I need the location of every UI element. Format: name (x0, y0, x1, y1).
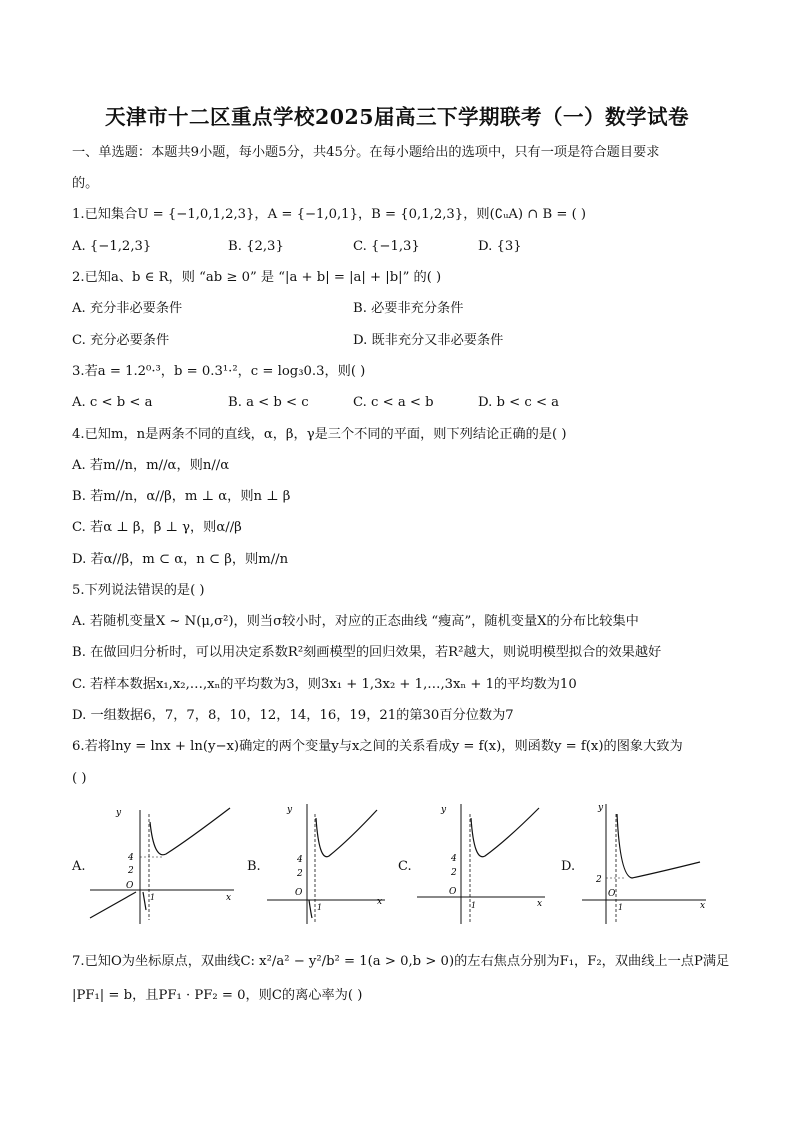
curve-drop (143, 892, 146, 910)
curve-drop (309, 900, 312, 918)
x-axis-label: x (700, 901, 706, 911)
q6-option-d-label: D. (561, 859, 576, 874)
tick-label-2: 2 (596, 875, 602, 885)
tick-label-1: 1 (317, 903, 323, 912)
q1-option-d: D. {3} (478, 239, 522, 254)
q6-option-a-label: A. (72, 859, 86, 874)
tick-label-1: 1 (471, 901, 477, 910)
q4-option-a: A. 若m//n，m//α，则n//α (72, 458, 230, 473)
y-axis-label: y (598, 803, 604, 813)
origin-label: O (608, 889, 616, 899)
q6-option-b-label: B. (247, 859, 261, 874)
question-4-stem: 4.已知m，n是两条不同的直线，α，β，γ是三个不同的平面，则下列结论正确的是( ) (72, 427, 567, 442)
tick-label-4: 4 (451, 854, 457, 864)
y-axis-label: y (441, 805, 447, 815)
section-intro-line2: 的。 (72, 176, 99, 191)
y-axis-label: y (116, 808, 122, 818)
q6-graph-a (88, 800, 238, 928)
origin-label: O (295, 888, 303, 898)
q5-option-c: C. 若样本数据x₁,x₂,…,xₙ的平均数为3，则3x₁ + 1,3x₂ + 1,…,3xₙ + 1的平均数为10 (72, 677, 577, 692)
question-3-stem: 3.若a = 1.2⁰·³，b = 0.3¹·²，c = log₃0.3，则( ) (72, 364, 366, 379)
question-2-stem: 2.已知a、b ∈ R，则 “ab ≥ 0” 是 “|a + b| = |a| + |b|” 的( ) (72, 270, 442, 285)
curve-right (316, 810, 377, 857)
tick-label-2: 2 (128, 866, 134, 876)
question-5-stem: 5.下列说法错误的是( ) (72, 583, 205, 598)
q2-option-d: D. 既非充分又非必要条件 (353, 333, 504, 348)
tick-label-1: 1 (150, 893, 156, 902)
curve-right (617, 814, 700, 878)
tick-label-4: 4 (297, 855, 303, 865)
q2-option-c: C. 充分必要条件 (72, 333, 170, 348)
q5-option-a: A. 若随机变量X ~ N(μ,σ²)，则当σ较小时，对应的正态曲线 “瘦高”，随机变量X的分布比较集中 (72, 614, 639, 629)
q4-option-c: C. 若α ⊥ β，β ⊥ γ，则α//β (72, 520, 242, 535)
q3-option-b: B. a < b < c (228, 395, 309, 410)
q1-option-c: C. {−1,3} (353, 239, 420, 254)
page-title: 天津市十二区重点学校2025届高三下学期联考（一）数学试卷 (104, 105, 690, 129)
origin-label: O (449, 887, 457, 897)
section-intro-line1: 一、单选题：本题共9小题，每小题5分，共45分。在每小题给出的选项中，只有一项是符合题目要求 (72, 145, 660, 160)
tick-label-1: 1 (618, 903, 624, 912)
x-axis-label: x (537, 899, 543, 909)
question-1-stem: 1.已知集合U = {−1,0,1,2,3}，A = {−1,0,1}，B = {0,1,2,3}，则(∁ᵤA) ∩ B = ( ) (72, 207, 587, 222)
q4-option-b: B. 若m//n，α//β，m ⊥ α，则n ⊥ β (72, 489, 291, 504)
curve-left (90, 892, 136, 918)
tick-label-2: 2 (451, 868, 457, 878)
q1-option-b: B. {2,3} (228, 239, 284, 254)
tick-label-4: 4 (128, 853, 134, 863)
q3-option-d: D. b < c < a (478, 395, 560, 410)
q5-option-d: D. 一组数据6，7，7，8，10，12，14，16，19，21的第30百分位数为7 (72, 708, 514, 723)
q1-option-a: A. {−1,2,3} (72, 239, 152, 254)
y-axis-label: y (287, 805, 293, 815)
question-7-stem-cont: |PF₁| = b，且PF₁ · PF₂ = 0，则C的离心率为( ) (72, 988, 363, 1003)
q2-option-a: A. 充分非必要条件 (72, 301, 183, 316)
question-7-stem: 7.已知O为坐标原点，双曲线C: x²/a² − y²/b² = 1(a > 0,b > 0)的左右焦点分别为F₁，F₂，双曲线上一点P满足 (72, 954, 730, 969)
x-axis-label: x (226, 893, 232, 903)
x-axis-label: x (377, 897, 383, 907)
q6-graph-b (265, 800, 390, 928)
curve-right (150, 808, 230, 855)
q4-option-d: D. 若α//β，m ⊂ α，n ⊂ β，则m//n (72, 552, 289, 567)
question-6-stem: 6.若将lny = lnx + ln(y−x)确定的两个变量y与x之间的关系看成y = f(x)，则函数y = f(x)的图象大致为 (72, 739, 683, 754)
tick-label-2: 2 (297, 869, 303, 879)
q3-option-a: A. c < b < a (72, 395, 153, 410)
question-6-stem-cont: ( ) (72, 771, 87, 786)
q3-option-c: C. c < a < b (353, 395, 434, 410)
q6-graph-d (580, 800, 710, 928)
q6-graph-c (415, 800, 550, 928)
curve-right (471, 808, 539, 857)
q5-option-b: B. 在做回归分析时，可以用决定系数R²刻画模型的回归效果，若R²越大，则说明模型拟合的效果越好 (72, 645, 662, 660)
origin-label: O (126, 881, 134, 891)
q6-option-c-label: C. (398, 859, 412, 874)
q2-option-b: B. 必要非充分条件 (353, 301, 464, 316)
